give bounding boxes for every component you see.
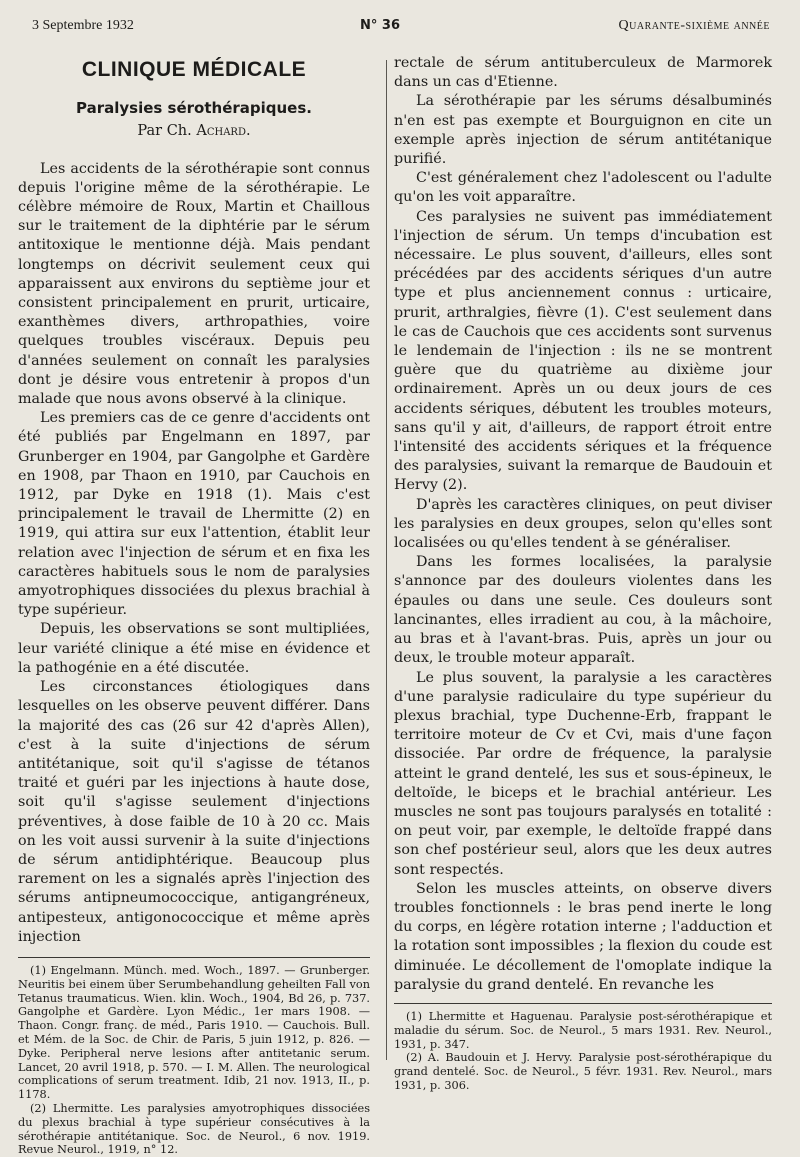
issue-date: 3 Septembre 1932 [32,18,134,33]
paragraph: Depuis, les observations se sont multipliées, leur variété clinique a été mise en évidence et la pathogénie en a été discutée. [18,621,370,676]
footnote: (2) A. Baudouin et J. Hervy. Paralysie post-sérothérapique du grand dentelé. Soc. de Neurol., 5 févr. 1931. Rev. Neurol., mars 1931, p. 306. [394,1051,772,1092]
footnote: (2) Lhermitte. Les paralysies amyotrophiques dissociées du plexus brachial à type supérieur consécutives à la sérothérapie antitétanique. Soc. de Neurol., 6 nov. 1919. Revue Neurol., 1919, n° 12. [18,1101,370,1157]
byline [18,122,370,141]
footnote: (1) Lhermitte et Haguenau. Paralysie post-sérothérapique et maladie du sérum. Soc. de Neurol., 5 mars 1931. Rev. Neurol., 1931, p. 347. [394,1009,772,1051]
running-head [30,18,770,40]
paragraph: D'après les caractères cliniques, on peut diviser les paralysies en deux groupes, selon qu'elles sont localisées ou qu'elles tendent à se généraliser. [394,496,772,552]
footnote-divider [18,957,370,958]
right-column [394,54,772,1093]
paragraph: Les accidents de la sérothérapie sont connus depuis l'origine même de la sérothérapie. Le célèbre mémoire de Roux, Martin et Chaillous sur le traitement de la diphtérie par le sérum antitoxique le mentionne déjà. Mais pendant longtemps on décrivit seulement ceux qui apparaissent aux environs du septième jour et consistent principalement en prurit, urticaire, exanthèmes divers, arthropathies, voire quelques troubles viscéraux. Depuis peu d'années seulement on connaît les paralysies dont je désire vous entretenir à propos d'un malade que nous avons observé à la clinique. [18,160,370,408]
footnotes-left [18,964,370,1157]
left-column [18,54,370,1157]
paragraph: Selon les muscles atteints, on observe divers troubles fonctionnels : le bras pend inerte le long du corps, en légère rotation interne ; l'adduction et la rotation sont impossibles ; la flexion du coude est diminuée. Le décollement de l'omoplate indique la paralysie du grand dentelé. En revanche les [394,880,772,993]
paragraph: Dans les formes localisées, la paralysie s'annonce par des douleurs violentes dans les épaules ou dans une seule. Ces douleurs sont lancinantes, elles irradient au cou, à la mâchoire, au bras et à l'avant-bras. Puis, après un jour ou deux, le trouble moteur apparaît. [394,554,772,667]
issue-year: Quarante-sixième année [618,18,770,33]
footnotes-right [394,1010,772,1093]
issue-number: N° 36 [360,18,400,33]
column-divider [386,60,387,1060]
paragraph: Les premiers cas de ce genre d'accidents ont été publiés par Engelmann en 1897, par Grunberger en 1904, par Gangolphe et Gardère en 1908, par Thaon en 1910, par Cauchois en 1912, par Dyke en 1918 (1). Mais c'est principalement le travail de Lhermitte (2) en 1919, qui attira sur eux l'attention, établit leur relation avec l'injection de sérum et en fixa les caractères habituels sous le nom de paralysies amyotrophiques dissociées du plexus brachial à type supérieur. [18,410,370,619]
footnote-divider [394,1003,772,1004]
paragraph: rectale de sérum antituberculeux de Marmorek dans un cas d'Etienne. [394,55,772,91]
footnote: (1) Engelmann. Münch. med. Woch., 1897. — Grunberger. Neuritis bei einem über Serumbehandlung geheilten Fall von Tetanus traumaticus. Wien. klin. Woch., 1904, Bd 26, p. 737. Gangolphe et Gardère. Lyon Médic., 1er mars 1908. — Thaon. Congr. franç. de méd., Paris 1910. — Cauchois. Bull. et Mém. de la Soc. de Chir. de Paris, 5 juin 1912, p. 826. — Dyke. Peripheral nerve lesions after antitetanic serum. Lancet, 20 avril 1918, p. 570. — I. M. Allen. The neurological complications of serum treatment. Idib, 21 nov. 1913, II., p. 1178. [18,963,370,1102]
paragraph: La sérothérapie par les sérums désalbuminés n'en est pas exempte et Bourguignon en cite un exemple après injection de sérum antitétanique purifié. [394,93,772,168]
byline-prefix: Par Ch. [137,123,197,140]
article-title: Paralysies sérothérapiques. [76,99,312,118]
paragraph: Ces paralysies ne suivent pas immédiatement l'injection de sérum. Un temps d'incubation est nécessaire. Le plus souvent, d'ailleurs, elles sont précédées par des accidents sériques d'un autre type et plus anciennement connus : urticaire, prurit, arthralgies, fièvre (1). C'est seulement dans le cas de Cauchois que ces accidents sont survenus le lendemain de l'injection : ils ne se montrent guère que du quatrième au dixième jour ordinairement. Après un ou deux jours de ces accidents sériques, débutent les troubles moteurs, sans qu'il y ait, d'ailleurs, de rapport étroit entre l'intensité des accidents sériques et la fréquence des paralysies, suivant la remarque de Baudouin et Hervy (2). [394,208,772,494]
section-title: CLINIQUE MÉDICALE [81,58,307,81]
byline-author: Achard. [196,123,251,140]
paragraph: Le plus souvent, la paralysie a les caractères d'une paralysie radiculaire du type supérieur du plexus brachial, type Duchenne-Erb, frappant le territoire moteur de Cv et Cvi, mais d'une façon dissociée. Par ordre de fréquence, la paralysie atteint le grand dentelé, les sus et sous-épineux, le deltoïde, le biceps et le brachial antérieur. Les muscles ne sont pas toujours paralysés en totalité : on peut voir, par exemple, le deltoïde frappé dans son chef postérieur seul, alors que les deux autres sont respectés. [394,669,772,878]
paragraph: C'est généralement chez l'adolescent ou l'adulte qu'on les voit apparaître. [394,170,772,206]
paragraph: Les circonstances étiologiques dans lesquelles on les observe peuvent différer. Dans la majorité des cas (26 sur 42 d'après Allen), c'est à la suite d'injections de sérum antitétanique, soit qu'il s'agisse de tétanos traité et guéri par les injections à haute dose, soit qu'il s'agisse seulement d'injections préventives, à dose faible de 10 à 20 cc. Mais on les voit aussi survenir à la suite d'injections de sérum antidiphtérique. Beaucoup plus rarement on les a signalés après l'injection des sérums antipneumococcique, antigangréneux, antipesteux, antigonococcique et même après injection [18,679,370,945]
